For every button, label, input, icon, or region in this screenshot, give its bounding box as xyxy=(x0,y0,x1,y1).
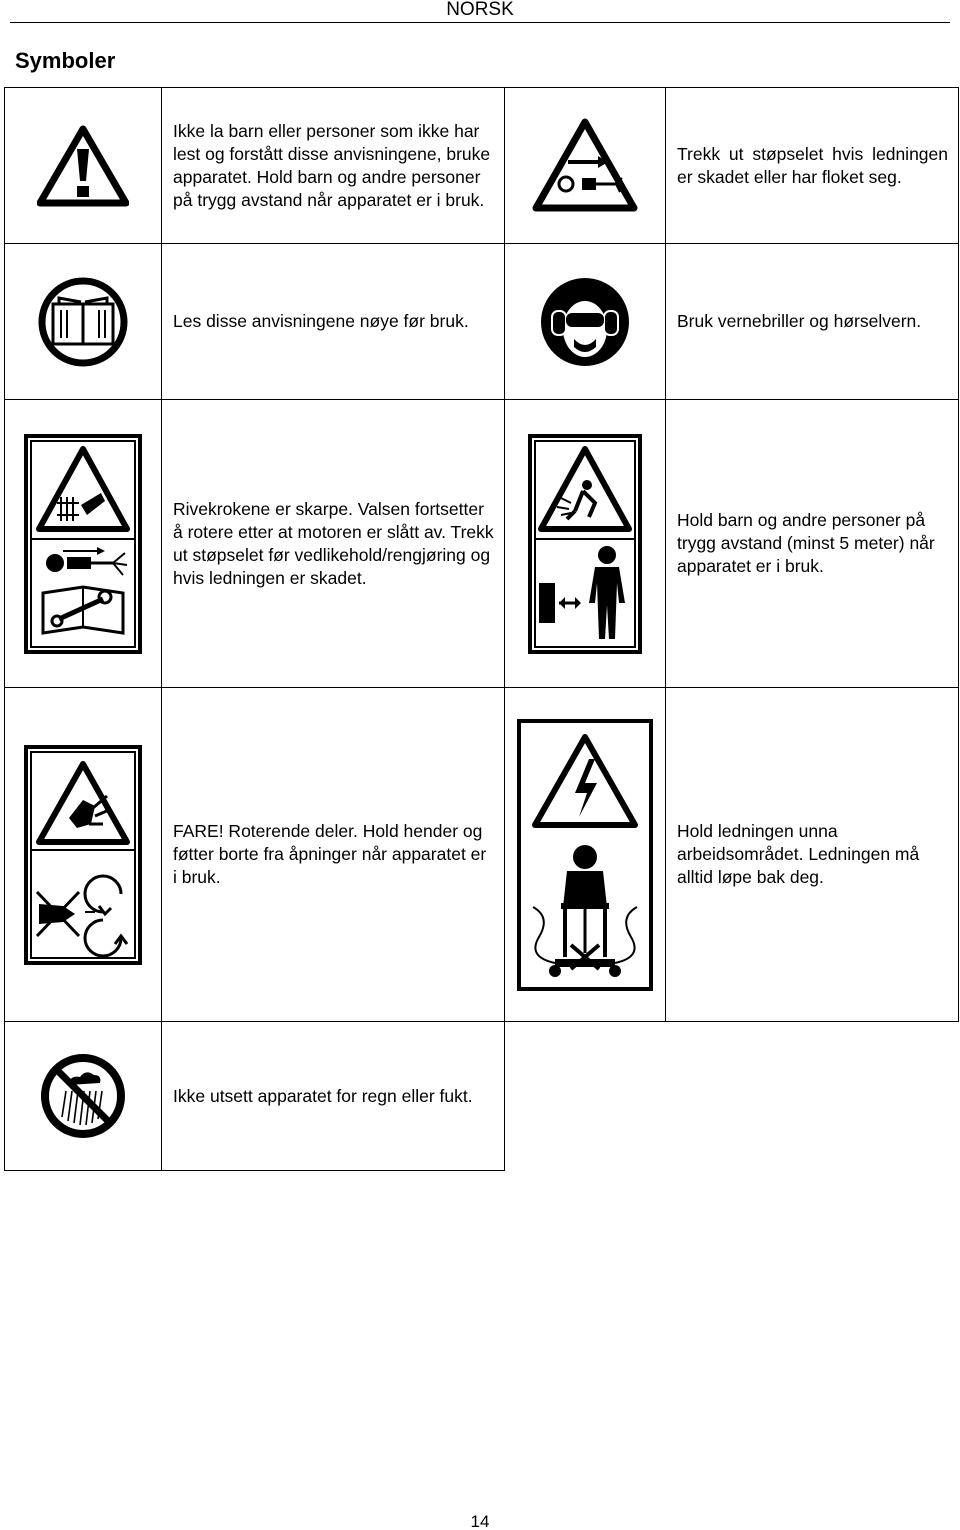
symbol-text: Rivekrokene er skarpe. Valsen fortsetter å rotere etter at motoren er slått av. Trekk ut støpselet før vedlikehold/rengjøring og hvis ledningen er skadet. xyxy=(162,400,505,688)
eye-ear-protection-icon xyxy=(540,277,630,367)
symbol-text: Ikke la barn eller personer som ikke har lest og forstått disse anvisningene, bruke apparatet. Hold barn og andre personer på trygg avstand når apparatet er i bruk. xyxy=(162,88,505,244)
symbol-text: Ikke utsett apparatet for regn eller fukt. xyxy=(162,1022,505,1171)
table-row xyxy=(5,400,959,688)
symbol-icon-cell xyxy=(5,1022,162,1171)
symbol-icon-cell xyxy=(5,688,162,1022)
page-number: 14 xyxy=(470,1512,490,1530)
table-row xyxy=(5,1022,959,1171)
warning-exclamation-icon xyxy=(37,125,129,207)
symbol-icon-cell xyxy=(5,244,162,400)
cable-behind-operator-icon xyxy=(515,717,655,993)
table-row xyxy=(5,88,959,244)
rotating-parts-icon xyxy=(23,744,143,966)
read-manual-icon xyxy=(37,276,129,368)
keep-distance-icon xyxy=(527,433,643,655)
header-language-label: NORSK xyxy=(446,0,514,20)
empty-cell xyxy=(666,1022,959,1171)
symbol-icon-cell xyxy=(505,688,666,1022)
symbol-icon-cell xyxy=(505,400,666,688)
symbol-text: Les disse anvisningene nøye før bruk. xyxy=(162,244,505,400)
symbol-text: Trekk ut støpselet hvis ledningen er skadet eller har floket seg. xyxy=(666,88,959,244)
symbol-icon-cell xyxy=(505,88,666,244)
section-title: Symboler xyxy=(15,48,116,73)
symbol-text: FARE! Roterende deler. Hold hender og føtter borte fra åpninger når apparatet er i bruk. xyxy=(162,688,505,1022)
symbol-text: Bruk vernebriller og hørselvern. xyxy=(666,244,959,400)
header-divider xyxy=(10,22,950,23)
table-row xyxy=(5,688,959,1022)
symbol-icon-cell xyxy=(505,244,666,400)
table-row xyxy=(5,244,959,400)
unplug-cable-warning-icon xyxy=(532,118,638,214)
no-rain-icon xyxy=(40,1053,126,1139)
empty-cell xyxy=(505,1022,666,1171)
symbol-icon-cell xyxy=(5,88,162,244)
sharp-tines-maintenance-icon xyxy=(23,433,143,655)
symbols-table xyxy=(4,87,959,1171)
symbol-text: Hold ledningen unna arbeidsområdet. Ledningen må alltid løpe bak deg. xyxy=(666,688,959,1022)
symbol-icon-cell xyxy=(5,400,162,688)
symbol-text: Hold barn og andre personer på trygg avstand (minst 5 meter) når apparatet er i bruk. xyxy=(666,400,959,688)
